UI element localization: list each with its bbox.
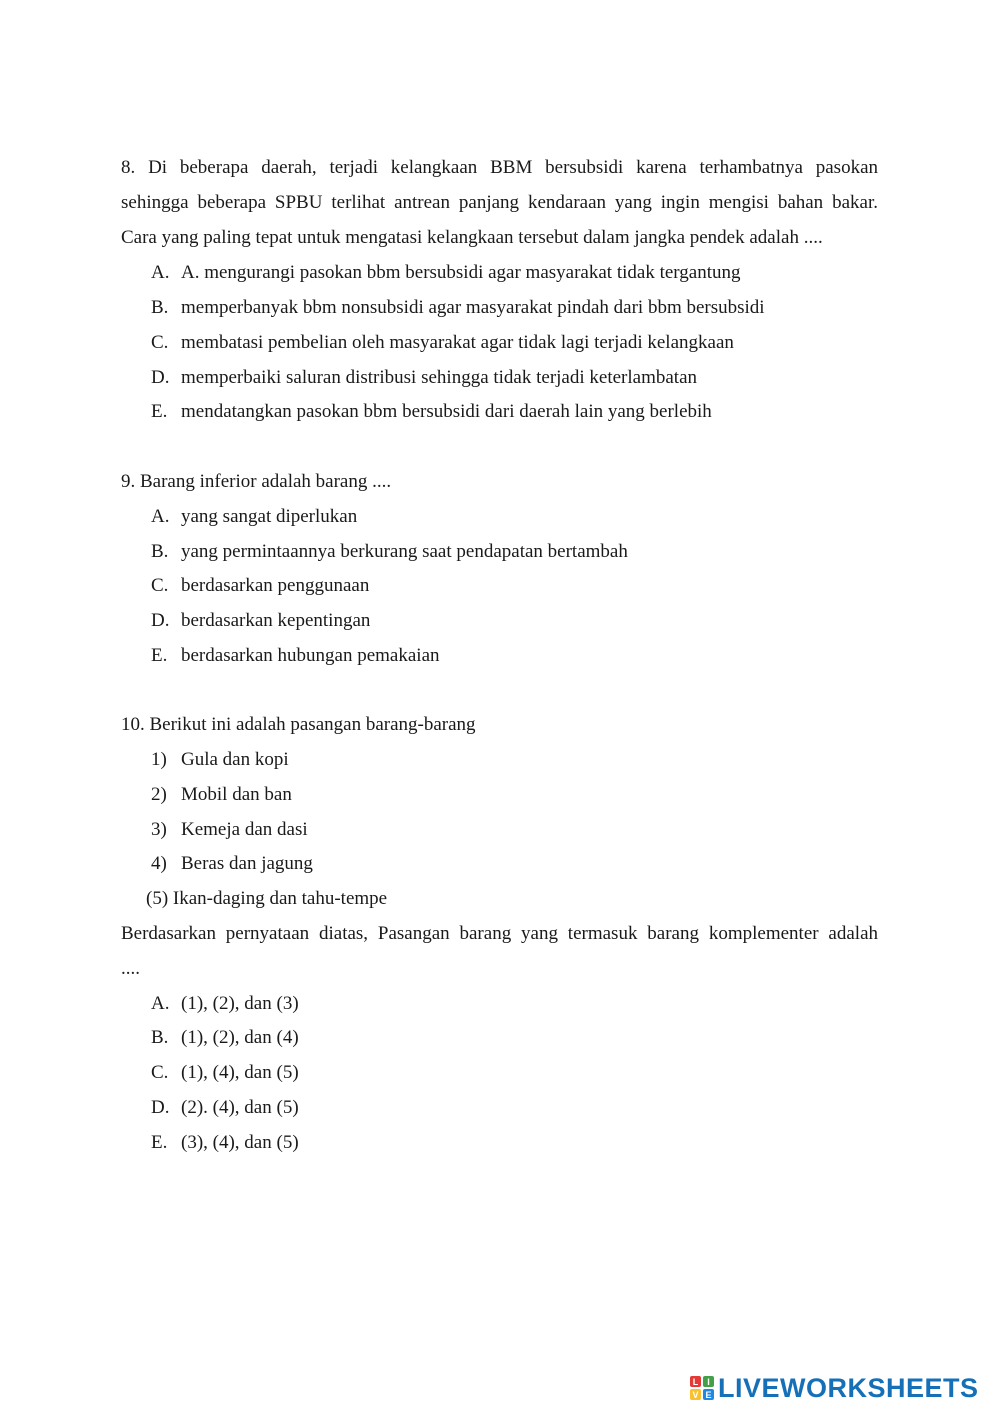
liveworksheets-logo[interactable] [690,1373,979,1403]
option-text: yang permintaannya berkurang saat pendapatan bertambah [181,541,628,562]
option-label: C. [151,575,169,596]
q8-option-b[interactable] [151,296,765,320]
q8-option-e[interactable] [151,400,712,424]
q9-option-b[interactable] [151,540,628,564]
option-label: C. [151,1062,169,1083]
q10-option-d[interactable] [151,1096,299,1120]
option-text: berdasarkan kepentingan [181,610,371,631]
q8-line-1: 8. Di beberapa daerah, terjadi kelangkaan BBM bersubsidi karena terhambatnya pasokan [121,157,878,178]
item-text: Kemeja dan dasi [181,819,308,840]
item-text: Mobil dan ban [181,784,292,805]
q10-item-4 [151,852,313,876]
option-text: membatasi pembelian oleh masyarakat agar tidak lagi terjadi kelangkaan [181,332,734,353]
option-text: mendatangkan pasokan bbm bersubsidi dari daerah lain yang berlebih [181,401,712,422]
q9-option-c[interactable] [151,574,369,598]
item-label: 2) [151,784,167,805]
option-label: B. [151,297,169,318]
q9-option-e[interactable] [151,644,440,668]
q8-option-a[interactable] [151,261,740,285]
q9-option-d[interactable] [151,609,370,633]
option-label: E. [151,1132,168,1153]
q10-option-a[interactable] [151,992,299,1016]
brand-name: LIVEWORKSHEETS [718,1372,979,1403]
q10-item-2 [151,783,292,807]
option-label: C. [151,332,169,353]
q10-item-3 [151,818,308,842]
q10-item-5: (5) Ikan-daging dan tahu-tempe [146,888,388,909]
option-text: (1), (2), dan (3) [181,993,299,1014]
logo-letter-i: I [703,1376,714,1387]
option-label: A. [151,993,170,1014]
option-text: (2). (4), dan (5) [181,1097,299,1118]
item-label: 4) [151,853,167,874]
option-text: memperbaiki saluran distribusi sehingga tidak terjadi keterlambatan [181,367,698,388]
option-label: E. [151,401,168,422]
item-text: Beras dan jagung [181,853,313,874]
item-label: 1) [151,749,167,770]
logo-letter-l: L [690,1376,701,1387]
option-text: berdasarkan hubungan pemakaian [181,645,440,666]
option-label: A. [151,262,170,283]
option-text: A. mengurangi pasokan bbm bersubsidi agar masyarakat tidak tergantung [181,262,741,283]
q8-line-3: Cara yang paling tepat untuk mengatasi kelangkaan tersebut dalam jangka pendek adalah .... [121,227,823,248]
item-label: 3) [151,819,167,840]
live-logo-icon [690,1376,714,1400]
option-text: yang sangat diperlukan [181,506,358,527]
q8-option-c[interactable] [151,331,734,355]
q9-option-a[interactable] [151,505,357,529]
option-text: (3), (4), dan (5) [181,1132,299,1153]
item-text: Gula dan kopi [181,749,289,770]
q10-question: 10. Berikut ini adalah pasangan barang-barang [121,714,476,735]
option-text: (1), (2), dan (4) [181,1027,299,1048]
logo-letter-e: E [703,1389,714,1400]
option-text: (1), (4), dan (5) [181,1062,299,1083]
q10-prompt-line-2: .... [121,958,140,979]
option-label: D. [151,367,170,388]
q10-option-c[interactable] [151,1061,299,1085]
option-text: berdasarkan penggunaan [181,575,370,596]
option-label: D. [151,1097,170,1118]
q9-question: 9. Barang inferior adalah barang .... [121,471,392,492]
option-text: memperbanyak bbm nonsubsidi agar masyarakat pindah dari bbm bersubsidi [181,297,765,318]
option-label: B. [151,1027,169,1048]
q10-prompt-line-1: Berdasarkan pernyataan diatas, Pasangan barang yang termasuk barang komplementer adalah [121,923,878,944]
q10-item-1 [151,748,289,772]
q8-line-2: sehingga beberapa SPBU terlihat antrean panjang kendaraan yang ingin mengisi bahan bakar. [121,192,878,213]
option-label: B. [151,541,169,562]
q10-option-b[interactable] [151,1026,299,1050]
option-label: A. [151,506,170,527]
logo-letter-v: V [690,1389,701,1400]
option-label: D. [151,610,170,631]
q8-option-d[interactable] [151,366,697,390]
q10-option-e[interactable] [151,1131,299,1155]
option-label: E. [151,645,168,666]
